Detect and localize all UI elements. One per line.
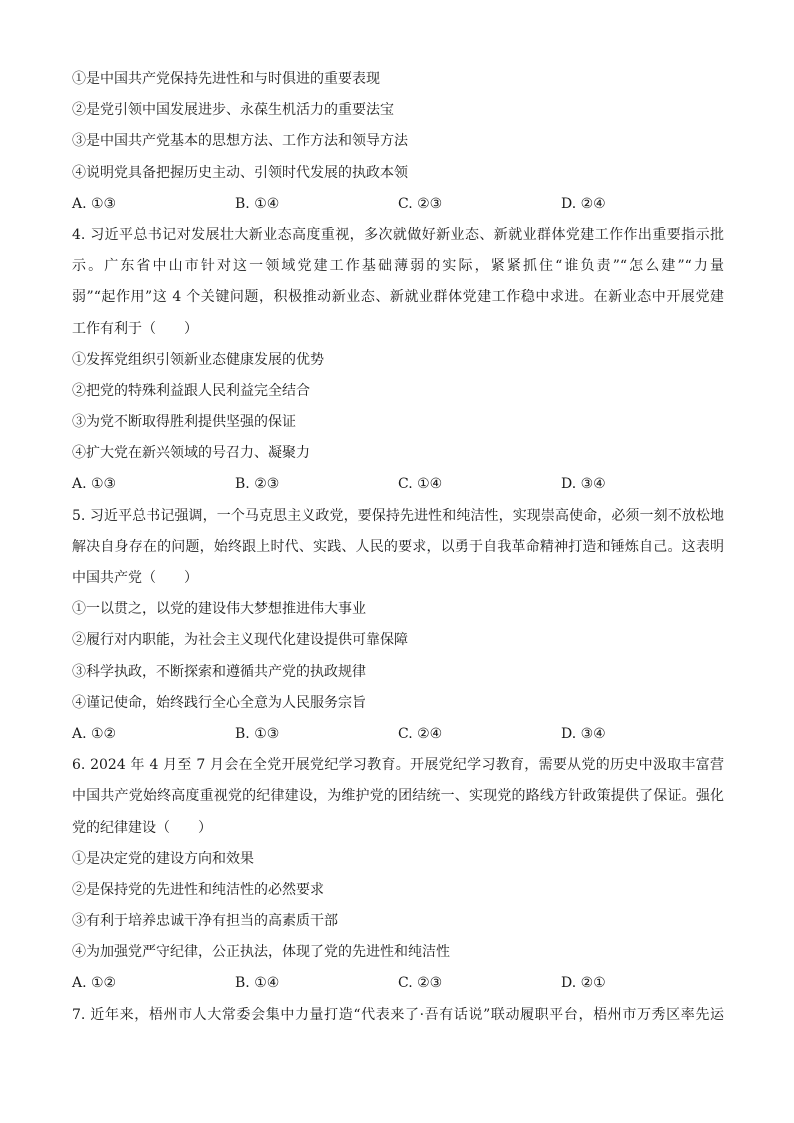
q5-options — [72, 719, 724, 750]
q6-option-d: D. ②① — [561, 975, 606, 992]
q4-stem-line-2: 示。广东省中山市针对这一领域党建工作基础薄弱的实际，紧紧抓住“谁负责”“怎么建”“力量 — [72, 258, 724, 275]
page-content — [72, 64, 724, 1031]
q6-statement-3: ③有利于培养忠诚干净有担当的高素质干部 — [72, 913, 338, 930]
q3-statement-2: ②是党引领中国发展进步、永葆生机活力的重要法宝 — [72, 102, 394, 119]
q4-option-b: B. ②③ — [235, 476, 280, 493]
q4-statement-1: ①发挥党组织引领新业态健康发展的优势 — [72, 351, 324, 368]
q4-option-a: A. ①③ — [72, 476, 117, 493]
q3-option-d: D. ②④ — [561, 195, 606, 212]
q7-stem-line-1: 7. 近年来，梧州市人大常委会集中力量打造“代表来了·吾有话说”联动履职平台，梧州市万秀区率先运 — [72, 1006, 724, 1023]
q6-statement-2: ②是保持党的先进性和纯洁性的必然要求 — [72, 881, 324, 898]
q3-option-b: B. ①④ — [235, 195, 280, 212]
q5-statement-1: ①一以贯之，以党的建设伟大梦想推进伟大事业 — [72, 601, 366, 618]
q6-option-c: C. ②③ — [398, 975, 443, 992]
q5-option-b: B. ①③ — [235, 725, 280, 742]
q5-statement-3: ③科学执政，不断探索和遵循共产党的执政规律 — [72, 663, 366, 680]
q6-stem-line-1: 6. 2024 年 4 月至 7 月会在全党开展党纪学习教育。开展党纪学习教育，需要从党的历史中汲取丰富营 — [72, 757, 724, 774]
q4-stem-line-3: 弱”“起作用”这 4 个关键问题，积极推动新业态、新就业群体党建工作稳中求进。在新业态中开展党建 — [72, 289, 724, 306]
q3-statement-1: ①是中国共产党保持先进性和与时俱进的重要表现 — [72, 71, 380, 87]
q6-option-a: A. ①② — [72, 975, 117, 992]
q4-stem-line-1: 4. 习近平总书记对发展壮大新业态高度重视，多次就做好新业态、新就业群体党建工作作出重要指示批 — [72, 226, 724, 243]
q5-stem-line-2: 解决自身存在的问题，始终跟上时代、实践、人民的要求，以勇于自我革命精神打造和锤炼自己。这表明 — [72, 538, 724, 555]
q6-statement-1: ①是决定党的建设方向和效果 — [72, 850, 254, 867]
q4-statement-4: ④扩大党在新兴领域的号召力、凝聚力 — [72, 445, 310, 462]
q5-statement-4: ④谨记使命，始终践行全心全意为人民服务宗旨 — [72, 694, 366, 711]
q4-option-c: C. ①④ — [398, 476, 443, 493]
q3-statement-3: ③是中国共产党基本的思想方法、工作方法和领导方法 — [72, 133, 408, 150]
q6-options — [72, 968, 724, 999]
q5-option-d: D. ③④ — [561, 725, 606, 742]
q6-statement-4: ④为加强党严守纪律，公正执法，体现了党的先进性和纯洁性 — [72, 944, 450, 961]
q5-statement-2: ②履行对内职能，为社会主义现代化建设提供可靠保障 — [72, 632, 408, 649]
q4-option-d: D. ③④ — [561, 476, 606, 493]
q5-option-a: A. ①② — [72, 725, 117, 742]
q3-option-a: A. ①③ — [72, 195, 117, 212]
q4-stem-line-4: 工作有利于（ ） — [72, 320, 198, 337]
q5-stem-line-1: 5. 习近平总书记强调，一个马克思主义政党，要保持先进性和纯洁性，实现崇高使命，必须一刻不放松地 — [72, 507, 724, 524]
q4-statement-2: ②把党的特殊利益跟人民利益完全结合 — [72, 382, 310, 399]
q3-options — [72, 189, 724, 220]
q3-statement-4: ④说明党具备把握历史主动、引领时代发展的执政本领 — [72, 164, 408, 181]
q4-statement-3: ③为党不断取得胜利提供坚强的保证 — [72, 414, 296, 431]
q5-option-c: C. ②④ — [398, 725, 443, 742]
q5-stem-line-3: 中国共产党（ ） — [72, 570, 198, 586]
q3-option-c: C. ②③ — [398, 195, 443, 212]
q6-option-b: B. ①④ — [235, 975, 280, 992]
q4-options — [72, 469, 724, 500]
q6-stem-line-2: 中国共产党始终高度重视党的纪律建设，为维护党的团结统一、实现党的路线方针政策提供了保证。强化 — [72, 788, 724, 805]
q6-stem-line-3: 党的纪律建设（ ） — [72, 819, 212, 836]
